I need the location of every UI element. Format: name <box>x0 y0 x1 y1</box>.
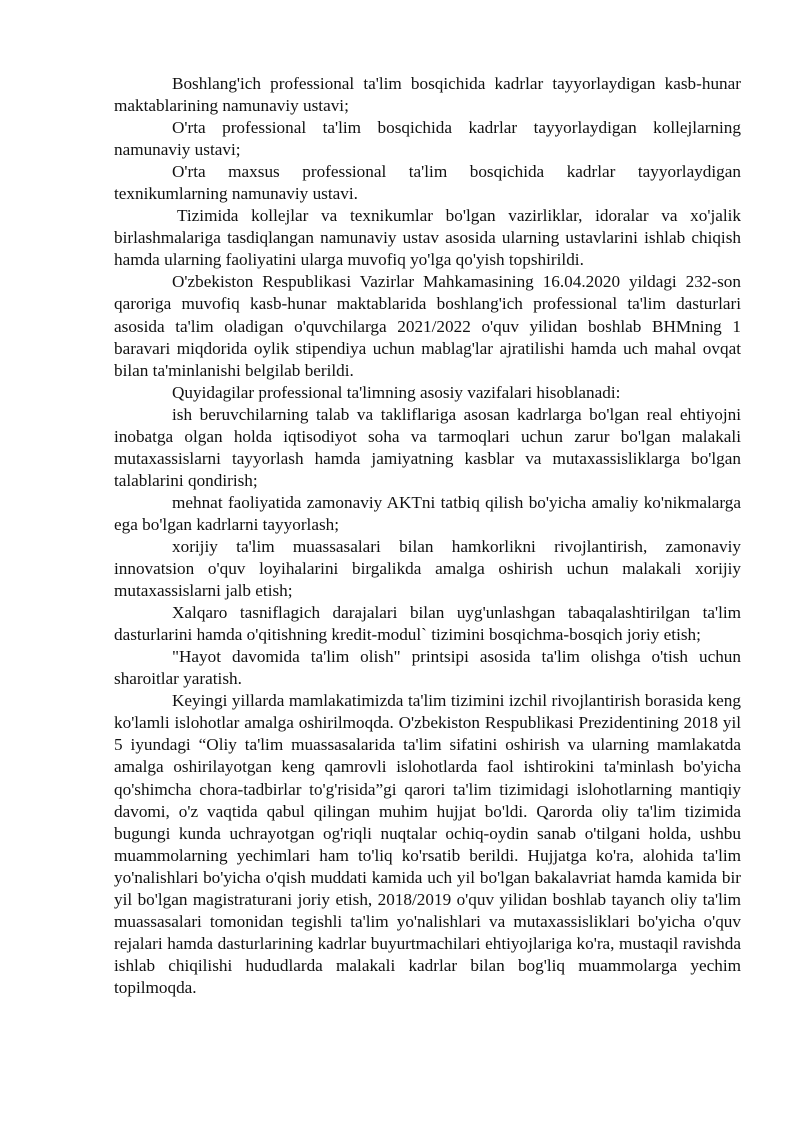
document-page <box>114 73 741 999</box>
paragraph-3: O'rta maxsus professional ta'lim bosqichida kadrlar tayyorlaydigan texnikumlarning namunaviy ustavi. <box>114 162 741 204</box>
list-item-2: mehnat faoliyatida zamonaviy AKTni tatbiq qilish bo'yicha amaliy ko'nikmalarga ega bo'lgan kadrlarni tayyorlash; <box>114 492 741 534</box>
paragraph-5: O'zbekiston Respublikasi Vazirlar Mahkamasining 16.04.2020 yildagi 232-son qaroriga muvofiq kasb-hunar maktablarida boshlang'ich professional ta'lim dasturlari asosida ta'lim oladigan o'quvchilarga 2021/2022 o'quv yilidan boshlab BHMning 1 baravari miqdorida oylik stipendiya uchun mablag'lar ajratilishi hamda uch mahal ovqat bilan ta'minlanishi belgilab berildi. <box>114 272 741 380</box>
list-item-3: xorijiy ta'lim muassasalari bilan hamkorlikni rivojlantirish, zamonaviy innovatsion o'quv loyihalarini birgalikda amalga oshirish uchun malakali xorijiy mutaxassislarni jalb etish; <box>114 536 741 601</box>
list-item-1: ish beruvchilarning talab va takliflariga asosan kadrlarga bo'lgan real ehtiyojni inobatga olgan holda iqtisodiyot soha va tarmoqlari uchun zarur bo'lgan malakali mutaxassislarni tayyorlash hamda jamiyatning kasblar va mutaxassisliklarga bo'lgan talablarini qondirish; <box>114 404 741 490</box>
paragraph-7: Keyingi yillarda mamlakatimizda ta'lim tizimini izchil rivojlantirish borasida keng ko'lamli islohotlar amalga oshirilmoqda. O'zbekiston Respublikasi Prezidentining 2018 yil 5 iyundagi “Oliy ta'lim muassasalarida ta'lim sifatini oshirish va ularning mamlakatda amalga oshirilayotgan keng qamrovli islohotlarda faol ishtirokini ta'minlash bo'yicha qo'shimcha chora-tadbirlar to'g'risida”gi qarori ta'lim tizimidagi islohotlarning mantiqiy davomi, o'z vaqtida qabul qilingan muhim hujjat bo'ldi. Qarorda oliy ta'lim tizimida bugungi kunda uchrayotgan og'riqli nuqtalar ochiq-oydin sanab o'tilgani holda, ushbu muammolarning yechimlari ham to'liq ko'rsatib berildi. Hujjatga ko'ra, alohida ta'lim yo'nalishlari bo'yicha o'qish muddati kamida uch yil bo'lgan bakalavriat hamda kamida bir yil bo'lgan magistraturani joriy etish, 2018/2019 o'quv yilidan boshlab tayanch oliy ta'lim muassasalari tomonidan tegishli ta'lim yo'nalishlari va mutaxassisliklari bo'yicha o'quv rejalari hamda dasturlarining kadrlar buyurtmachilari ehtiyojlariga ko'ra, mustaqil ravishda ishlab chiqilishi hududlarda malakali kadrlar bilan bog'liq muammolarga yechim topilmoqda. <box>114 691 741 997</box>
paragraph-2: O'rta professional ta'lim bosqichida kadrlar tayyorlaydigan kollejlarning namunaviy ustavi; <box>114 118 741 160</box>
paragraph-1: Boshlang'ich professional ta'lim bosqichida kadrlar tayyorlaydigan kasb-hunar maktablarining namunaviy ustavi; <box>114 74 741 116</box>
paragraph-6: Quyidagilar professional ta'limning asosiy vazifalari hisoblanadi: <box>172 382 621 402</box>
list-item-4: Xalqaro tasniflagich darajalari bilan uyg'unlashgan tabaqalashtirilgan ta'lim dasturlarini hamda o'qitishning kredit-modul` tizimini bosqichma-bosqich joriy etish; <box>114 603 741 645</box>
list-item-5: "Hayot davomida ta'lim olish" printsipi asosida ta'lim olishga o'tish uchun sharoitlar yaratish. <box>114 647 741 689</box>
paragraph-4: Tizimida kollejlar va texnikumlar bo'lgan vazirliklar, idoralar va xo'jalik birlashmalariga tasdiqlangan namunaviy ustav asosida ularning ustavlarini ishlab chiqish hamda ularning faoliyatini ularga muvofiq yo'lga qo'yish topshirildi. <box>114 206 741 270</box>
